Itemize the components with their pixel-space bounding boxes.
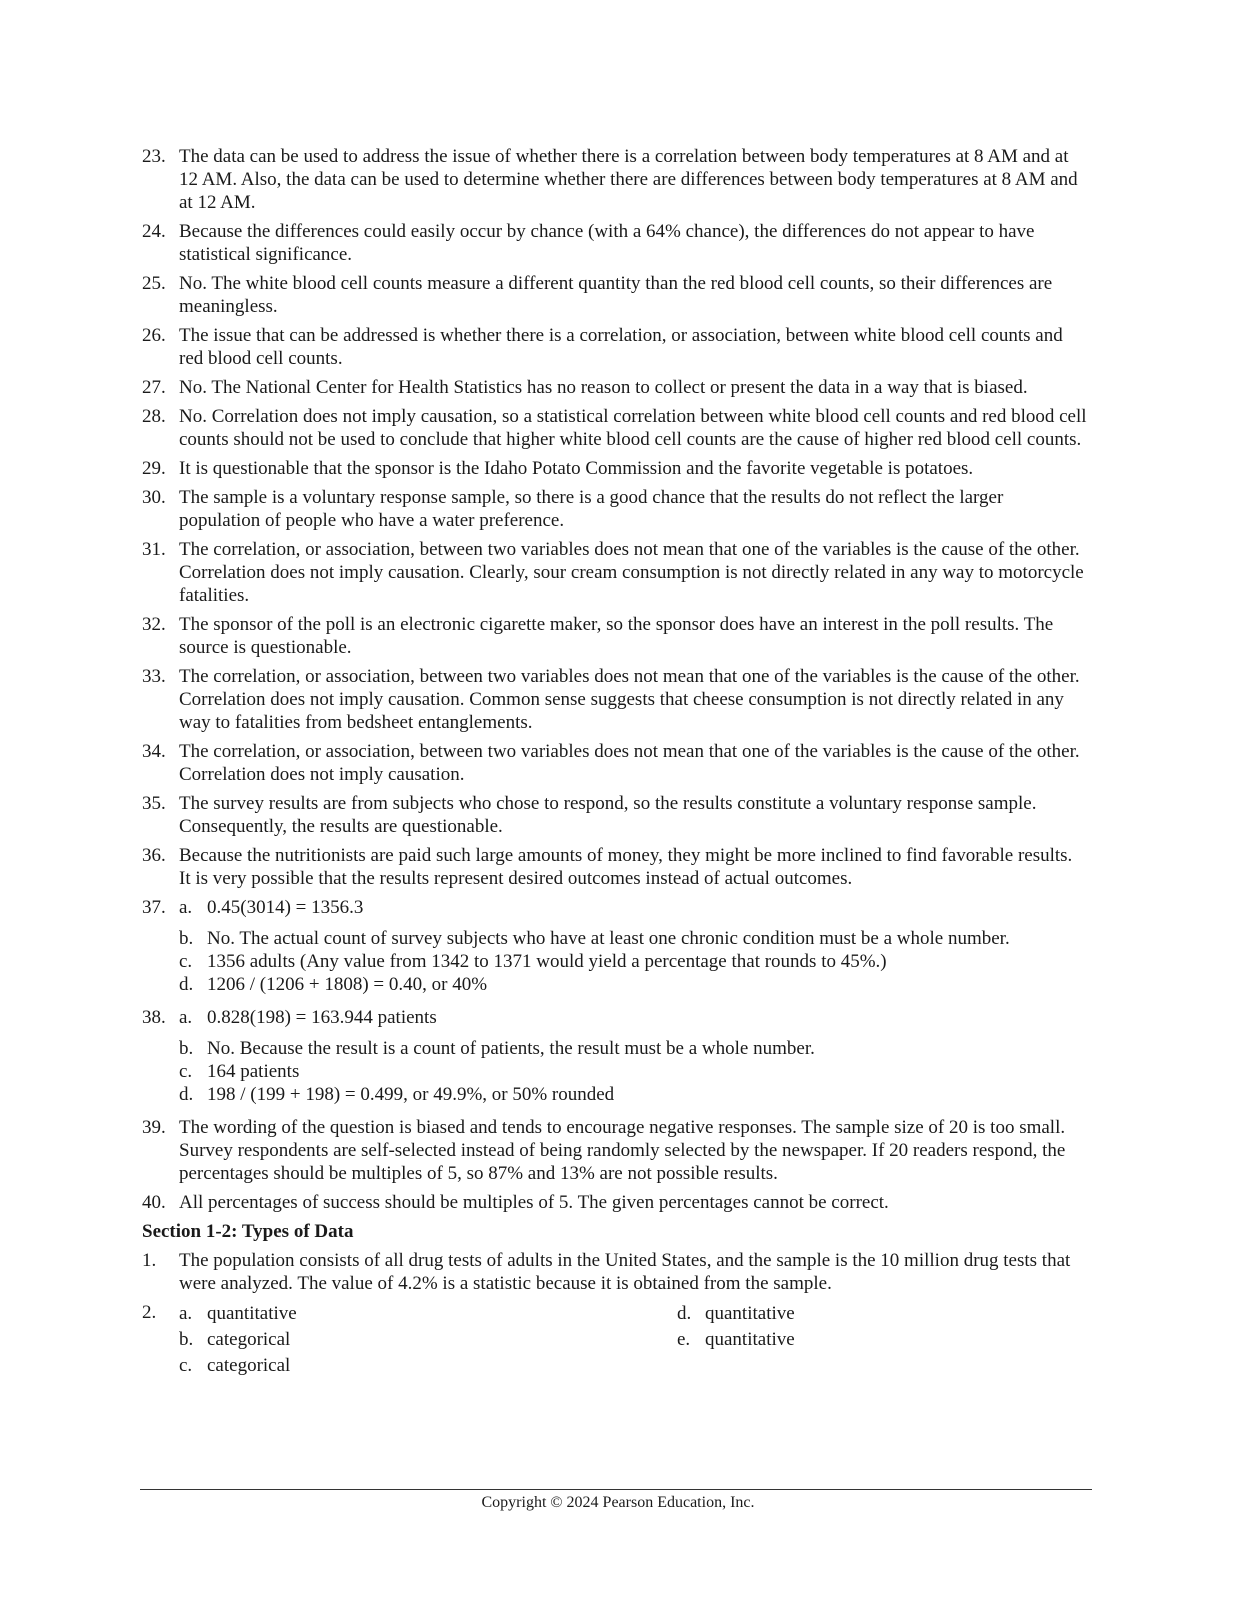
item-number: 24. — [142, 221, 166, 242]
item-text: No. The white blood cell counts measure a different quantity than the red blood cell counts, so their differences are meaningless. — [179, 273, 1053, 317]
sub-letter: d. — [179, 1084, 194, 1105]
sub-letter: b. — [179, 928, 194, 949]
sub-item — [179, 950, 1087, 973]
list-item — [142, 324, 1087, 370]
sub-item — [179, 1327, 677, 1352]
sub-item — [179, 1353, 677, 1378]
list-item — [142, 613, 1087, 659]
sub-letter: b. — [179, 1329, 194, 1350]
sub-item — [179, 927, 1087, 950]
list-item — [142, 538, 1087, 607]
list-item — [142, 376, 1087, 399]
sub-text: No. Because the result is a count of patients, the result must be a whole number. — [207, 1038, 815, 1059]
item-number: 23. — [142, 146, 166, 167]
item-text: The sample is a voluntary response sample, so there is a good chance that the results do not reflect the larger population of people who have a water preference. — [179, 487, 1004, 531]
item-number: 25. — [142, 273, 166, 294]
item-number: 37. — [142, 897, 166, 918]
sub-text: quantitative — [705, 1303, 795, 1324]
sub-item — [179, 896, 1087, 919]
item-number: 26. — [142, 325, 166, 346]
item-number: 29. — [142, 458, 166, 479]
list-item — [142, 1191, 1087, 1214]
item-text: The correlation, or association, between two variables does not mean that one of the variables is the cause of the other. Correlation does not imply causation. — [179, 741, 1080, 785]
sub-letter: a. — [179, 1007, 193, 1028]
list-item — [142, 1116, 1087, 1185]
item-number: 32. — [142, 614, 166, 635]
sub-text: 198 / (199 + 198) = 0.499, or 49.9%, or 50% rounded — [207, 1084, 615, 1105]
item-text: Because the nutritionists are paid such large amounts of money, they might be more inclined to find favorable results. It is very possible that the results represent desired outcomes instead of actual outcomes. — [179, 845, 1073, 889]
sub-text: No. The actual count of survey subjects who have at least one chronic condition must be a whole number. — [207, 928, 1010, 949]
list-item — [142, 1249, 1087, 1295]
item-text: The correlation, or association, between two variables does not mean that one of the variables is the cause of the other. Correlation does not imply causation. Clearly, sour cream consumption is not directly related in any way to motorcycle fatalities. — [179, 539, 1084, 606]
item-text: The data can be used to address the issue of whether there is a correlation between body temperatures at 8 AM and at 12 AM. Also, the data can be used to determine whether there are differences between body temperatures at 8 AM and at 12 AM. — [179, 146, 1078, 213]
sub-item — [179, 1037, 1087, 1060]
footer-divider — [140, 1489, 1092, 1490]
sub-item — [179, 1083, 1087, 1106]
list-item — [142, 272, 1087, 318]
sub-text: 0.828(198) = 163.944 patients — [207, 1007, 437, 1028]
list-item — [142, 145, 1087, 214]
sub-letter: c. — [179, 1061, 193, 1082]
item-text: Because the differences could easily occur by chance (with a 64% chance), the differences do not appear to have statistical significance. — [179, 221, 1035, 265]
sub-item — [677, 1327, 1087, 1352]
sub-letter: a. — [179, 1303, 193, 1324]
item-number: 39. — [142, 1117, 166, 1138]
sub-text: 0.45(3014) = 1356.3 — [207, 897, 364, 918]
list-item — [142, 486, 1087, 532]
sub-letter: d. — [179, 974, 194, 995]
sub-letter: d. — [677, 1303, 692, 1324]
item-text: The sponsor of the poll is an electronic cigarette maker, so the sponsor does have an interest in the poll results. The source is questionable. — [179, 614, 1054, 658]
answer-list — [142, 145, 1087, 1384]
list-item — [142, 792, 1087, 838]
item-text: It is questionable that the sponsor is the Idaho Potato Commission and the favorite vegetable is potatoes. — [179, 458, 974, 479]
sub-letter: c. — [179, 1355, 193, 1376]
list-item — [142, 457, 1087, 480]
list-item — [142, 740, 1087, 786]
item-number: 2. — [142, 1302, 157, 1323]
item-number: 34. — [142, 741, 166, 762]
list-item — [142, 220, 1087, 266]
item-text: The correlation, or association, between two variables does not mean that one of the variables is the cause of the other. Correlation does not imply causation. Common sense suggests that cheese consumption is not directly related in any way to fatalities from bedsheet entanglements. — [179, 666, 1080, 733]
list-item-2 — [142, 1301, 1087, 1378]
item-number: 27. — [142, 377, 166, 398]
item-number: 30. — [142, 487, 166, 508]
item-text: The issue that can be addressed is whether there is a correlation, or association, between white blood cell counts and red blood cell counts. — [179, 325, 1063, 369]
sub-item — [179, 973, 1087, 996]
item-text: No. Correlation does not imply causation, so a statistical correlation between white blood cell counts and red blood cell counts should not be used to conclude that higher white blood cell counts are the cause of higher red blood cell counts. — [179, 406, 1087, 450]
sub-letter: c. — [179, 951, 193, 972]
sub-text: 1206 / (1206 + 1808) = 0.40, or 40% — [207, 974, 488, 995]
sub-text: categorical — [207, 1355, 291, 1376]
item-number: 28. — [142, 406, 166, 427]
sub-letter: e. — [677, 1329, 691, 1350]
sub-item — [179, 1301, 677, 1326]
item-text: No. The National Center for Health Statistics has no reason to collect or present the data in a way that is biased. — [179, 377, 1028, 398]
list-item — [142, 405, 1087, 451]
item-text: All percentages of success should be multiples of 5. The given percentages cannot be correct. — [179, 1192, 889, 1213]
list-item-38 — [142, 1006, 1087, 1106]
item-number: 1. — [142, 1250, 157, 1271]
list-item-37 — [142, 896, 1087, 996]
item-number: 31. — [142, 539, 166, 560]
sub-item — [677, 1301, 1087, 1326]
list-item — [142, 665, 1087, 734]
item-text: The survey results are from subjects who chose to respond, so the results constitute a voluntary response sample. Consequently, the results are questionable. — [179, 793, 1037, 837]
sub-text: quantitative — [705, 1329, 795, 1350]
sub-item — [179, 1060, 1087, 1083]
copyright-footer: Copyright © 2024 Pearson Education, Inc. — [481, 1494, 755, 1511]
sub-letter: b. — [179, 1038, 194, 1059]
sub-text: 1356 adults (Any value from 1342 to 1371 would yield a percentage that rounds to 45%.) — [207, 951, 887, 972]
item-number: 36. — [142, 845, 166, 866]
item-number: 40. — [142, 1192, 166, 1213]
item-number: 33. — [142, 666, 166, 687]
sub-text: categorical — [207, 1329, 291, 1350]
sub-text: 164 patients — [207, 1061, 300, 1082]
item-number: 35. — [142, 793, 166, 814]
section-heading: Section 1-2: Types of Data — [142, 1221, 354, 1242]
item-text: The population consists of all drug tests of adults in the United States, and the sample is the 10 million drug tests that were analyzed. The value of 4.2% is a statistic because it is obtained from the sample. — [179, 1250, 1071, 1294]
item-text: The wording of the question is biased and tends to encourage negative responses. The sample size of 20 is too small. Survey respondents are self-selected instead of being randomly selected by the newspaper. If 20 readers respond, the percentages should be multiples of 5, so 87% and 13% are not possible results. — [179, 1117, 1066, 1184]
item-number: 38. — [142, 1007, 166, 1028]
sub-letter: a. — [179, 897, 193, 918]
sub-text: quantitative — [207, 1303, 297, 1324]
sub-item — [179, 1006, 1087, 1029]
list-item — [142, 844, 1087, 890]
